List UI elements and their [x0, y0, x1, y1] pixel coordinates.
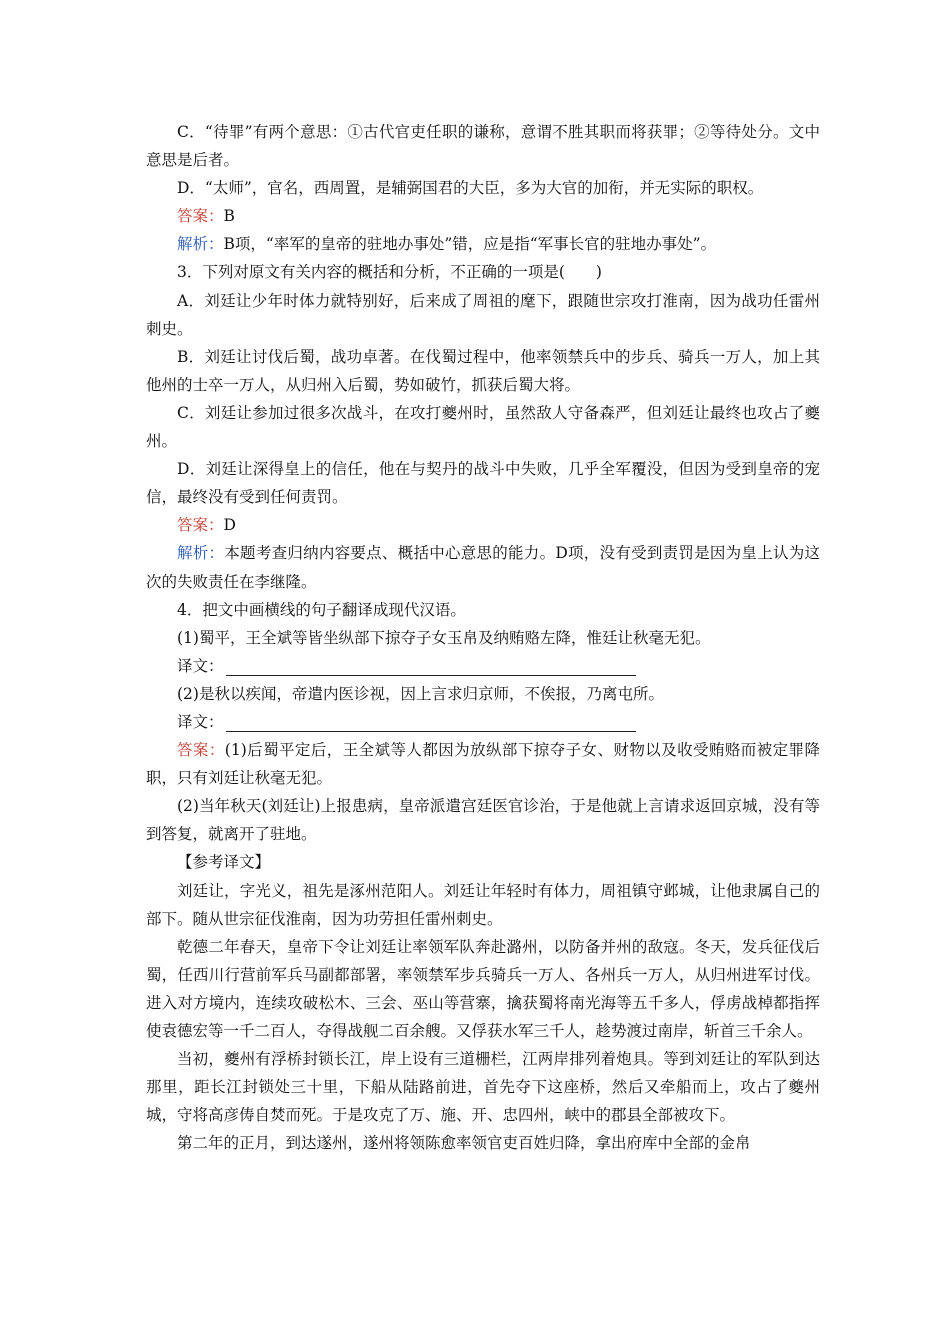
- paragraph-text: 乾德二年春天，皇帝下令让刘廷让率领军队奔赴潞州，以防备并州的敌寇。冬天，发兵征伐后蜀，任西川行营前军兵马副都部署，率领禁军步兵骑兵一万人、各州兵一万人，从归州进军讨伐。进入对方境内，连续攻破松木、三会、巫山等营寨，擒获蜀将南光海等五千多人，俘虏战棹都指挥使袁德宏等一千二百人，夺得战舰二百余艘。又俘获水军三千人，趁势渡过南岸，斩首三千余人。: [146, 937, 820, 1040]
- paragraph: [146, 174, 820, 202]
- paragraph-text: 译文：: [177, 712, 224, 731]
- paragraph-text: C．刘廷让参加过很多次战斗，在攻打夔州时，虽然敌人守备森严，但刘廷让最终也攻占了夔州。: [146, 403, 820, 451]
- paragraph-text: 3．下列对原文有关内容的概括和分析，不正确的一项是( ): [177, 263, 602, 282]
- paragraph: [146, 287, 820, 343]
- paragraph-text: A．刘廷让少年时体力就特别好，后来成了周祖的麾下，跟随世宗攻打淮南，因为战功任雷州刺史。: [146, 291, 820, 338]
- paragraph: [146, 624, 820, 652]
- answer-paragraph: [146, 736, 820, 792]
- analysis-label: 解析：: [177, 235, 224, 254]
- analysis-label: 解析：: [177, 544, 225, 563]
- paragraph: [146, 680, 820, 708]
- paragraph-text: D: [223, 516, 236, 535]
- paragraph-text: (1)后蜀平定后，王全斌等人都因为放纵部下掠夺子女、财物以及收受贿赂而被定罪降职，只有刘廷让秋毫无犯。: [146, 741, 820, 788]
- paragraph-text: (2)当年秋天(刘廷让)上报患病，皇帝派遣宫廷医官诊治，于是他就上言请求返回京城，没有等到答复，就离开了驻地。: [146, 797, 820, 844]
- paragraph: [146, 399, 820, 455]
- paragraph: [146, 933, 820, 1045]
- paragraph-text: 译文：: [177, 656, 224, 675]
- paragraph-text: 4．把文中画横线的句子翻译成现代汉语。: [177, 600, 466, 619]
- paragraph-text: B项，“率军的皇帝的驻地办事处”错，应是指“军事长官的驻地办事处”。: [223, 235, 717, 254]
- paragraph: [146, 455, 820, 511]
- answer-label: 答案：: [177, 516, 224, 535]
- paragraph: [146, 258, 820, 286]
- paragraph: [146, 343, 820, 399]
- paragraph-text: (2)是秋以疾闻，帝遣内医诊视，因上言求归京师，不俟报，乃离屯所。: [177, 684, 664, 703]
- answer-label: 答案：: [177, 741, 225, 760]
- paragraph-text: 【参考译文】: [177, 853, 271, 872]
- paragraph-text: B: [223, 207, 235, 226]
- paragraph-text: 当初，夔州有浮桥封锁长江，岸上设有三道栅栏，江两岸排列着炮具。等到刘廷让的军队到达那里，距长江封锁处三十里，下船从陆路前进，首先夺下这座桥，然后又牵船而上，攻占了夔州城，守将高彦俦自焚而死。于是攻克了万、施、开、忠四州，峡中的郡县全部被攻下。: [146, 1050, 820, 1125]
- document-body: [146, 118, 820, 1157]
- answer-paragraph: [146, 230, 820, 258]
- paragraph-text: 刘廷让，字光义，祖先是涿州范阳人。刘廷让年轻时有体力，周祖镇守邺城，让他隶属自己的部下。随从世宗征伐淮南，因为功劳担任雷州刺史。: [146, 881, 820, 928]
- answer-blank-line[interactable]: [226, 713, 636, 732]
- paragraph: [146, 1045, 820, 1129]
- answer-paragraph: [146, 511, 820, 539]
- paragraph-text: (1)蜀平，王全斌等皆坐纵部下掠夺子女玉帛及纳贿赂左降，惟廷让秋毫无犯。: [177, 628, 711, 647]
- paragraph-text: C．“待罪”有两个意思：①古代官吏任职的谦称，意谓不胜其职而将获罪；②等待处分。文中意思是后者。: [146, 123, 820, 170]
- answer-blank-line[interactable]: [226, 657, 636, 676]
- paragraph-text: B．刘廷让讨伐后蜀，战功卓著。在伐蜀过程中，他率领禁兵中的步兵、骑兵一万人，加上其他州的士卒一万人，从归州入后蜀，势如破竹，抓获后蜀大将。: [146, 347, 820, 394]
- paragraph: [146, 792, 820, 848]
- paragraph: [146, 1129, 820, 1157]
- translation-line: [146, 708, 820, 736]
- answer-paragraph: [146, 539, 820, 595]
- paragraph: [146, 118, 820, 174]
- paragraph: [146, 596, 820, 624]
- paragraph-text: D．刘廷让深得皇上的信任，他在与契丹的战斗中失败，几乎全军覆没，但因为受到皇帝的宠信，最终没有受到任何责罚。: [146, 460, 820, 507]
- paragraph-text: 第二年的正月，到达遂州，遂州将领陈愈率领官吏百姓归降，拿出府库中全部的金帛: [177, 1134, 751, 1153]
- paragraph-text: 本题考查归纳内容要点、概括中心意思的能力。D项，没有受到责罚是因为皇上认为这次的失败责任在李继隆。: [146, 544, 820, 591]
- translation-line: [146, 652, 820, 680]
- paragraph-text: D．“太师”，官名，西周置，是辅弼国君的大臣，多为大官的加衔，并无实际的职权。: [177, 179, 764, 198]
- answer-paragraph: [146, 202, 820, 230]
- paragraph: [146, 848, 820, 876]
- answer-label: 答案：: [177, 207, 224, 226]
- paragraph: [146, 877, 820, 933]
